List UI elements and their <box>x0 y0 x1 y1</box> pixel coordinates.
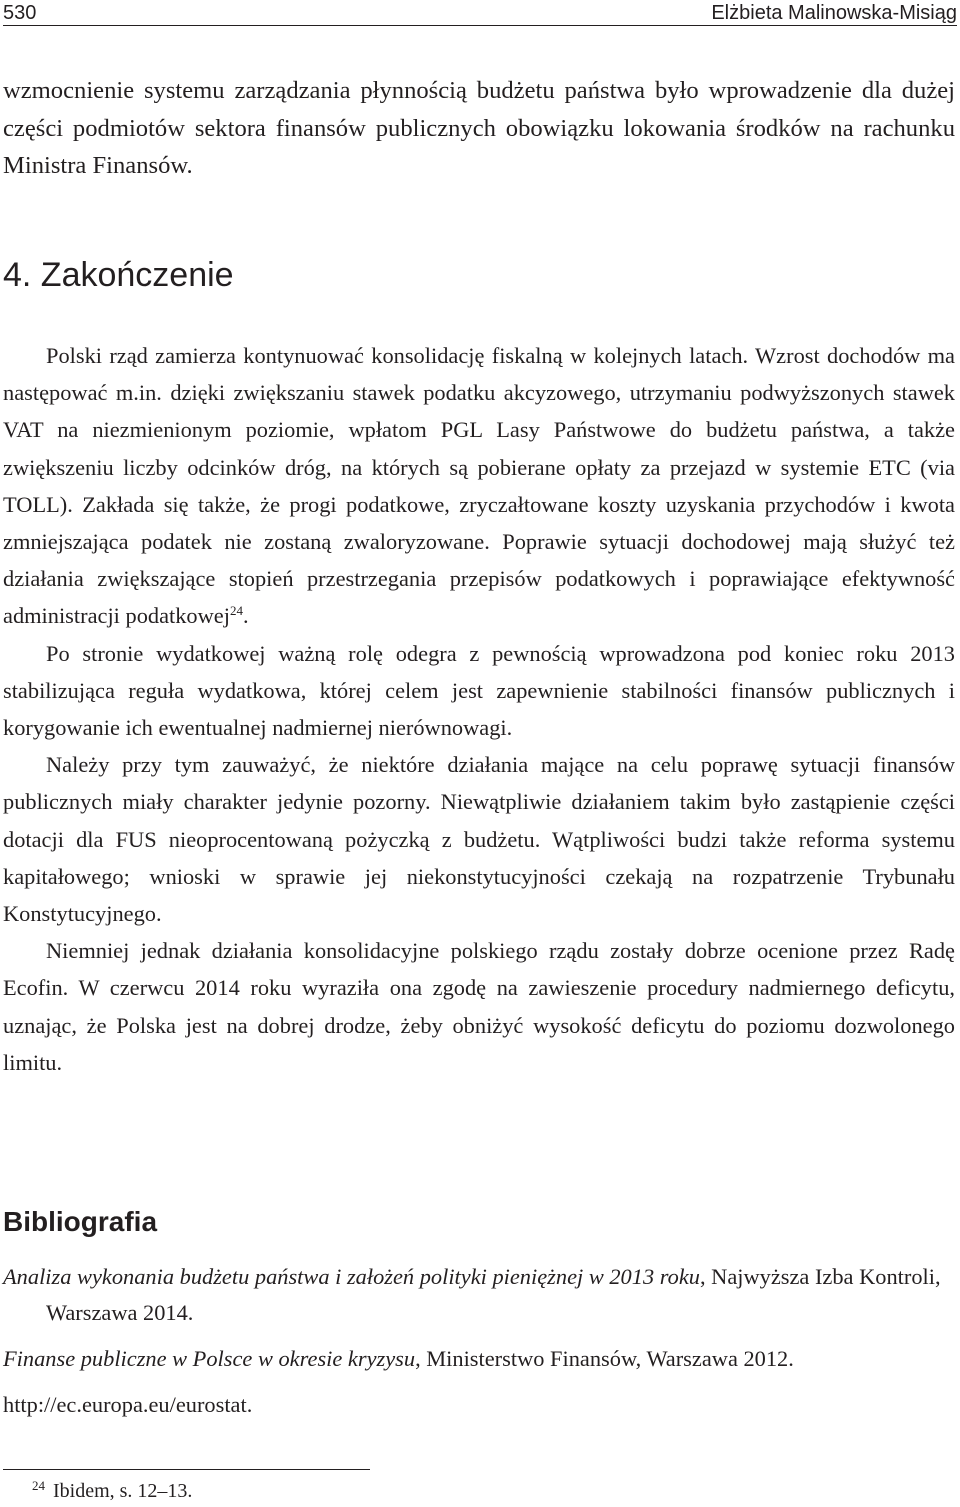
running-head-author: Elżbieta Malinowska-Misiąg <box>711 2 957 24</box>
footnote-text: Ibidem, s. 12–13. <box>53 1480 193 1502</box>
bibliography-url[interactable]: http://ec.europa.eu/eurostat. <box>3 1392 253 1417</box>
bibliography-title: Finanse publiczne w Polsce w okresie kryzysu <box>3 1346 416 1371</box>
bibliography-heading: Bibliografia <box>3 1206 158 1237</box>
footnote <box>32 1478 192 1504</box>
body-paragraph: Niemniej jednak działania konsolidacyjne polskiego rządu zostały dobrze ocenione przez Radę Ecofin. W czerwcu 2014 roku wyraziła ona zgodę na zawieszenie procedury nadmiernego deficytu, uznając, że Polska jest na dobrej drodze, żeby obniżyć wysokość deficytu do poziomu dozwolonego limitu. <box>3 938 955 1075</box>
section-body <box>3 337 955 1081</box>
body-paragraph: Należy przy tym zauważyć, że niektóre działania mające na celu poprawę sytuacji finansów publicznych miały charakter jedynie pozorny. Niewątpliwie działaniem takim było zastąpienie części dotacji dla FUS nieoprocentowaną pożyczką z budżetu. Wątpliwości budzi także reforma systemu kapitałowego; wnioski w sprawie jej niekonstytucyjności czekają na rozpatrzenie Trybunału Konstytucyjnego. <box>3 752 955 927</box>
paragraph-text: Polski rząd zamierza kontynuować konsolidację fiskalną w kolejnych latach. Wzrost dochodów ma następować m.in. dzięki zwiększaniu stawek podatku akcyzowego, utrzymaniu podwyższonych stawek VAT na niezmienionym poziomie, wpłatom PGL Lasy Państwowe do budżetu państwa, a także zwiększeniu liczby odcinków dróg, na których są pobierane opłaty za przejazd w systemie ETC (via TOLL). Zakłada się także, że progi podatkowe, zryczałtowane koszty uzyskania przychodów i kwota zmniejszająca podatek nie zostaną zwaloryzowane. Poprawie sytuacji dochodowej mają służyć też działania zwiększające stopień przestrzegania przepisów podatkowych i poprawiające efektywność administracji podatkowej <box>3 343 955 629</box>
footnote-number: 24 <box>32 1478 45 1493</box>
body-paragraph: Po stronie wydatkowej ważną rolę odegra z pewnością wprowadzona pod koniec roku 2013 stabilizująca reguła wydatkowa, której celem jest zapewnienie stabilności finansów publicznych i korygowanie ich ewentualnej nadmiernej nierównowagi. <box>3 640 955 741</box>
continued-paragraph: wzmocnienie systemu zarządzania płynnością budżetu państwa było wprowadzenie dla dużej części podmiotów sektora finansów publicznych obowiązku lokowania środków na rachunku Ministra Finansów. <box>3 77 955 179</box>
body-paragraph <box>3 337 955 635</box>
bibliography-title: Analiza wykonania budżetu państwa i założeń polityki pieniężnej w 2013 roku <box>3 1264 700 1289</box>
footnote-rule <box>3 1469 370 1470</box>
section-heading: 4. Zakończenie <box>3 256 234 294</box>
bibliography-entry <box>3 1387 955 1423</box>
paragraph-tail: . <box>242 603 249 629</box>
page-header <box>3 0 957 26</box>
header-rule <box>3 25 957 26</box>
bibliography-entry <box>3 1259 955 1331</box>
bibliography-details: , Ministerstwo Finansów, Warszawa 2012. <box>415 1346 794 1371</box>
page-number: 530 <box>3 2 37 24</box>
bibliography-details: , Najwyższa Izba Kontroli, Warszawa 2014. <box>46 1264 941 1325</box>
footnote-reference[interactable]: 24 <box>229 603 243 619</box>
bibliography-list <box>3 1259 955 1433</box>
bibliography-entry <box>3 1341 955 1377</box>
